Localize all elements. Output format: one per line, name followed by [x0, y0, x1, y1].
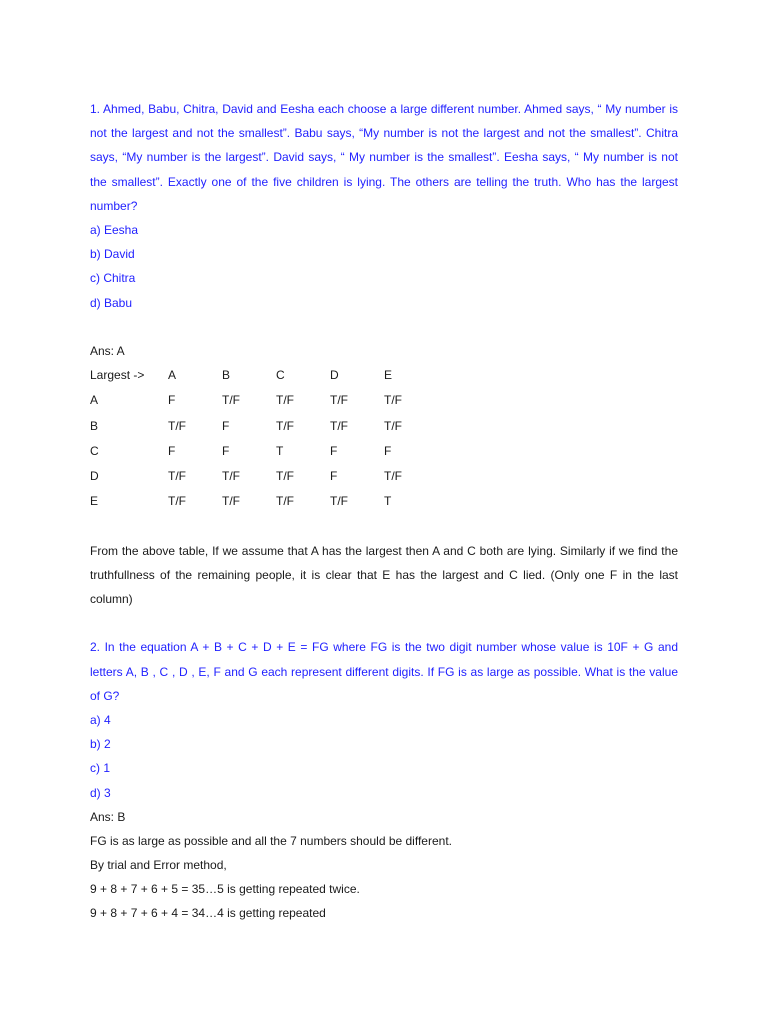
q1-answer: Ans: A: [90, 343, 125, 358]
table-header-cell: Largest ->: [90, 367, 145, 382]
table-cell: F: [330, 443, 338, 458]
spacer: [90, 611, 678, 635]
q1-option-c: c) Chitra: [90, 271, 136, 286]
table-cell: F: [384, 443, 392, 458]
table-cell: T/F: [222, 393, 240, 408]
table-cell: T: [384, 494, 392, 509]
q1-explanation: From the above table, If we assume that A has the largest then A and C both are lying. Similarly if we find the truthfullness of the remaining people, it is clear that E has the largest and C lied. (Only one F in the last column): [90, 543, 678, 607]
q2-work-line-3: 9 + 8 + 7 + 6 + 5 = 35…5 is getting repeated twice.: [90, 882, 360, 897]
truth-table-header: [90, 363, 438, 388]
table-row: [90, 489, 438, 514]
table-header-cell: C: [276, 367, 285, 382]
table-header-cell: E: [384, 367, 393, 382]
q2-option-b: b) 2: [90, 737, 111, 752]
table-cell: T/F: [384, 418, 402, 433]
table-cell: T/F: [384, 469, 402, 484]
spacer: [90, 315, 678, 339]
truth-table: [90, 363, 438, 515]
table-cell: T/F: [276, 393, 294, 408]
table-header-cell: A: [168, 367, 177, 382]
table-cell: C: [90, 443, 99, 458]
q1-option-a: a) Eesha: [90, 223, 139, 238]
table-cell: F: [168, 443, 176, 458]
table-header-cell: D: [330, 367, 339, 382]
spacer: [90, 515, 678, 539]
table-cell: B: [90, 418, 99, 433]
table-cell: T/F: [384, 393, 402, 408]
table-cell: T/F: [276, 494, 294, 509]
table-cell: F: [222, 418, 230, 433]
q1-option-d: d) Babu: [90, 295, 133, 310]
q2-option-a: a) 4: [90, 712, 111, 727]
table-cell: T/F: [276, 469, 294, 484]
document-content: [90, 97, 678, 926]
q2-question: 2. In the equation A + B + C + D + E = FG where FG is the two digit number whose value is 10F + G and letters A, B , C , D , E, F and G each represent different digits. If FG is as large as possible. What is the value of G?: [90, 640, 678, 703]
q2-option-c: c) 1: [90, 761, 111, 776]
table-cell: F: [330, 469, 338, 484]
q2-answer: Ans: B: [90, 809, 126, 824]
table-row: [90, 388, 438, 413]
table-cell: T/F: [222, 494, 240, 509]
table-cell: T/F: [330, 494, 348, 509]
table-row: [90, 414, 438, 439]
q2-option-d: d) 3: [90, 785, 111, 800]
table-cell: T: [276, 443, 284, 458]
table-cell: T/F: [168, 469, 186, 484]
q2-work-line-2: By trial and Error method,: [90, 858, 227, 873]
q1-option-b: b) David: [90, 247, 135, 262]
table-cell: T/F: [330, 418, 348, 433]
table-cell: T/F: [330, 393, 348, 408]
table-cell: D: [90, 469, 99, 484]
table-cell: T/F: [168, 418, 186, 433]
table-cell: T/F: [222, 469, 240, 484]
table-header-cell: B: [222, 367, 231, 382]
q2-work-line-4: 9 + 8 + 7 + 6 + 4 = 34…4 is getting repeated: [90, 906, 326, 921]
table-cell: A: [90, 393, 99, 408]
table-cell: F: [222, 443, 230, 458]
table-cell: F: [168, 393, 176, 408]
q2-work-line-1: FG is as large as possible and all the 7 numbers should be different.: [90, 833, 452, 848]
table-row: [90, 439, 438, 464]
table-cell: E: [90, 494, 99, 509]
table-cell: T/F: [168, 494, 186, 509]
table-cell: T/F: [276, 418, 294, 433]
q1-question: 1. Ahmed, Babu, Chitra, David and Eesha each choose a large different number. Ahmed says, “ My number is not the largest and not the smallest”. Babu says, “My number is not the largest and not the smallest”. Chitra says, “My number is the largest”. David says, “ My number is the smallest”. Eesha says, “ My number is not the smallest”. Exactly one of the five children is lying. The others are telling the truth. Who has the largest number?: [90, 102, 678, 213]
table-row: [90, 464, 438, 489]
